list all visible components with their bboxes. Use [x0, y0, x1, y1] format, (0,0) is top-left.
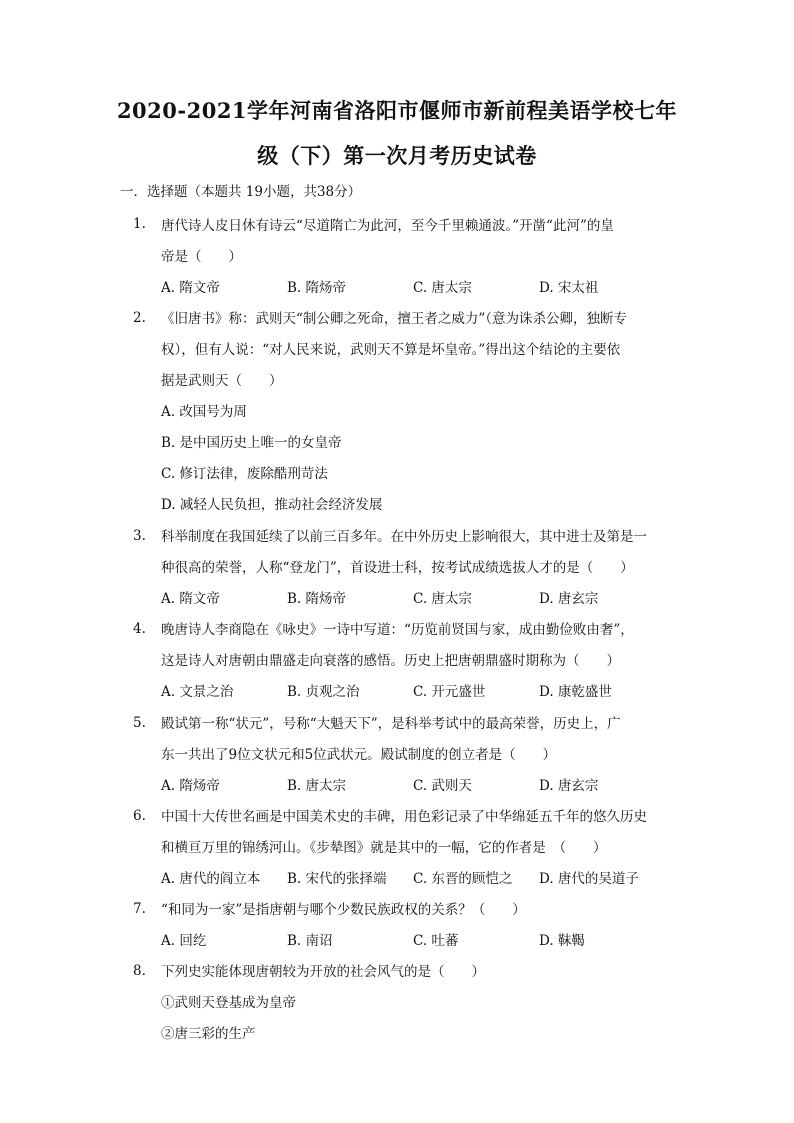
option-c: C. 武则天 [413, 778, 472, 794]
option-d: D. 宋太祖 [539, 280, 599, 296]
question-number: 5. [133, 715, 146, 731]
option-d: D. 唐代的吴道子 [539, 871, 639, 887]
question-text-line: 下列史实能体现唐朝较为开放的社会风气的是（ ） [161, 964, 485, 980]
option-a: A. 文景之治 [161, 684, 234, 700]
option-d: D. 唐玄宗 [539, 778, 599, 794]
option-b: B. 宋代的张择端 [287, 871, 387, 887]
option-b: B. 南诏 [287, 933, 333, 949]
question-text-line: 东一共出了9位文状元和5位武状元。殿试制度的创立者是（ ） [161, 747, 557, 763]
question-number: 7. [133, 901, 146, 917]
option-d: D. 靺鞨 [539, 933, 585, 949]
option-b: B. 唐太宗 [287, 778, 347, 794]
option-c: C. 修订法律，废除酷刑苛法 [161, 466, 328, 482]
statement-item: ②唐三彩的生产 [161, 1026, 256, 1042]
question-number: 3. [133, 528, 146, 544]
question-number: 2. [133, 310, 146, 326]
option-b: B. 是中国历史上唯一的女皇帝 [161, 435, 342, 451]
option-a: A. 隋炀帝 [161, 778, 220, 794]
question-text-line: 殿试第一称“状元”，号称“大魁天下”，是科举考试中的最高荣誉，历史上，广 [161, 716, 621, 732]
option-c: C. 东晋的顾恺之 [413, 871, 513, 887]
question-text-line: 和横亘万里的锦绣河山。《步辇图》就是其中的一幅，它的作者是 （ ） [161, 840, 607, 856]
exam-title-line-2: 级（下）第一次月考历史试卷 [257, 143, 537, 168]
option-a: A. 隋文帝 [161, 280, 220, 296]
option-b: B. 隋炀帝 [287, 280, 347, 296]
option-c: C. 唐太宗 [413, 591, 472, 607]
option-a: A. 隋文帝 [161, 591, 220, 607]
option-a: A. 改国号为周 [161, 404, 247, 420]
question-text-line: 晚唐诗人李商隐在《咏史》一诗中写道：“历览前贤国与家，成由勤俭败由奢”， [161, 622, 634, 638]
option-b: B. 隋炀帝 [287, 591, 347, 607]
option-d: D. 康乾盛世 [539, 684, 612, 700]
option-b: B. 贞观之治 [287, 684, 360, 700]
question-text-line: 《旧唐书》称：武则天“制公卿之死命，擅王者之威力”（意为诛杀公卿，独断专 [161, 311, 628, 327]
section-header: 一．选择题（本题共 19小题，共38分） [120, 184, 362, 200]
statement-item: ①武则天登基成为皇帝 [161, 995, 296, 1011]
option-d: D. 减轻人民负担，推动社会经济发展 [161, 497, 383, 513]
question-text-line: 帝是（ ） [161, 249, 242, 265]
question-number: 1. [133, 216, 146, 232]
option-c: C. 开元盛世 [413, 684, 486, 700]
option-a: A. 唐代的阎立本 [161, 871, 261, 887]
question-number: 4. [133, 621, 146, 637]
option-c: C. 吐蕃 [413, 933, 459, 949]
question-text-line: 这是诗人对唐朝由鼎盛走向衰落的感悟。历史上把唐朝鼎盛时期称为（ ） [161, 653, 620, 669]
question-number: 6. [133, 808, 146, 824]
option-a: A. 回纥 [161, 933, 207, 949]
question-text-line: 唐代诗人皮日休有诗云“尽道隋亡为此河，至今千里赖通波。”开凿“此河”的皇 [161, 218, 614, 234]
question-text-line: “和同为一家”是指唐朝与哪个少数民族政权的关系？（ ） [161, 902, 526, 918]
question-text-line: 据是武则天（ ） [161, 373, 283, 389]
option-c: C. 唐太宗 [413, 280, 472, 296]
option-d: D. 唐玄宗 [539, 591, 599, 607]
question-text-line: 种很高的荣誉，人称“登龙门”，首设进士科，按考试成绩选拔人才的是（ ） [161, 560, 634, 576]
question-number: 8. [133, 963, 146, 979]
question-text-line: 中国十大传世名画是中国美术史的丰碑，用色彩记录了中华绵延五千年的悠久历史 [161, 809, 647, 825]
question-text-line: 权），但有人说：“对人民来说，武则天不算是坏皇帝。”得出这个结论的主要依 [161, 342, 621, 358]
question-text-line: 科举制度在我国延续了以前三百多年。在中外历史上影响很大，其中进士及第是一 [161, 529, 647, 545]
exam-title-line-1: 2020-2021学年河南省洛阳市偃师市新前程美语学校七年 [116, 98, 678, 123]
